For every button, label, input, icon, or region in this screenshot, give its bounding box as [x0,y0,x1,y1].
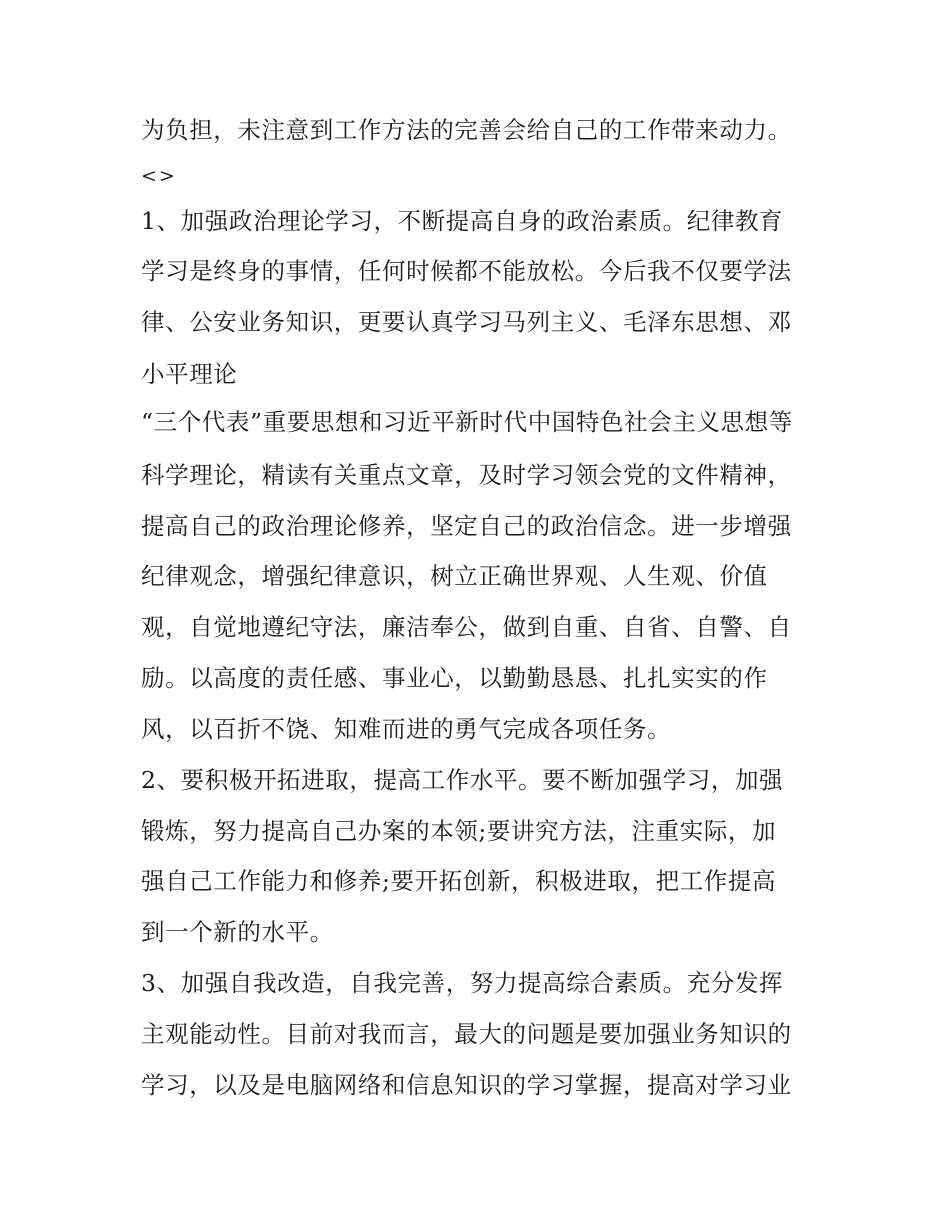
text-line: 纪律观念，增强纪律意识，树立正确世界观、人生观、价值 [141,562,768,590]
text-line: 学习，以及是电脑网络和信息知识的学习掌握，提高对学习业 [141,1071,792,1099]
text-line: 到一个新的水平。 [141,918,334,946]
text-line: 主观能动性。目前对我而言，最大的问题是要加强业务知识的 [141,1020,792,1048]
text-line: 励。以高度的责任感、事业心，以勤勤恳恳、扎扎实实的作 [141,664,768,692]
text-line: 为负担，未注意到工作方法的完善会给自己的工作带来动力。 [141,116,792,144]
text-line: 1、加强政治理论学习，不断提高自身的政治素质。纪律教育 [141,207,784,235]
text-line: 强自己工作能力和修养;要开拓创新，积极进取，把工作提高 [141,867,777,895]
text-line: 律、公安业务知识，更要认真学习马列主义、毛泽东思想、邓 [141,308,792,336]
text-line: “三个代表”重要思想和习近平新时代中国特色社会主义思想等 [141,408,793,436]
text-line: 小平理论 [141,360,238,388]
text-line: 2、要积极开拓进取，提高工作水平。要不断加强学习，加强 [141,766,784,794]
text-line: 3、加强自我改造，自我完善，努力提高综合素质。充分发挥 [141,969,784,997]
text-line: <> [141,165,177,187]
text-line: 风，以百折不饶、知难而进的勇气完成各项任务。 [141,715,672,743]
text-line: 锻炼，努力提高自己办案的本领;要讲究方法，注重实际，加 [141,817,777,845]
text-line: 学习是终身的事情，任何时候都不能放松。今后我不仅要学法 [141,257,792,285]
text-line: 科学理论，精读有关重点文章，及时学习领会党的文件精神， [141,461,792,489]
text-line: 提高自己的政治理论修养，坚定自己的政治信念。进一步增强 [141,512,792,540]
text-line: 观，自觉地遵纪守法，廉洁奉公，做到自重、自省、自警、自 [141,613,792,641]
